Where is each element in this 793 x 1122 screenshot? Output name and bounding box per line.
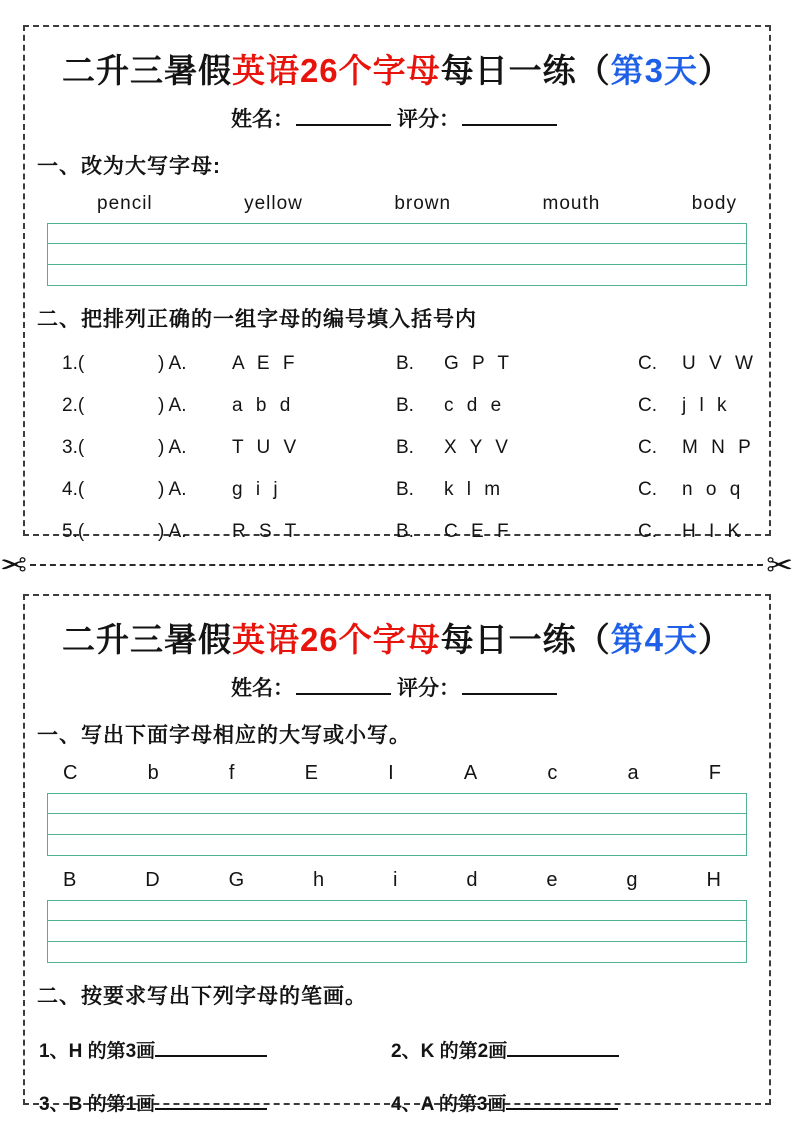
word-brown: brown xyxy=(394,193,452,214)
writing-line xyxy=(48,264,746,265)
name-blank xyxy=(296,105,391,126)
option-c-label: C. xyxy=(638,521,657,542)
letter: i xyxy=(393,869,398,891)
name-score-line xyxy=(25,672,769,702)
stroke-row-2 xyxy=(39,1089,769,1116)
option-c-letters: H I K xyxy=(682,521,745,542)
option-c-label: C. xyxy=(638,353,657,374)
cut-line xyxy=(0,548,793,582)
writing-line xyxy=(48,941,746,942)
title-part-black1: 二升三暑假 xyxy=(61,52,232,89)
letter: D xyxy=(145,869,160,891)
answer-blank xyxy=(155,1091,267,1110)
option-b-letters: k l m xyxy=(444,479,505,500)
score-label: 评分： xyxy=(397,677,460,700)
option-c-letters: n o q xyxy=(682,479,745,500)
worksheet-title-day4 xyxy=(25,614,769,661)
stroke-question xyxy=(39,1036,391,1063)
worksheet-day3 xyxy=(23,25,771,542)
worksheet-title-day3 xyxy=(25,45,769,92)
stroke-question-list xyxy=(25,1036,769,1116)
name-blank xyxy=(296,674,391,695)
option-c-letters: U V W xyxy=(682,353,757,374)
writing-line xyxy=(48,813,746,814)
score-blank xyxy=(462,674,557,695)
section2-heading: 二、按要求写出下列字母的笔画。 xyxy=(37,985,367,1008)
question-row-5 xyxy=(25,521,769,543)
title-paren-close: ） xyxy=(698,621,733,658)
letter: B xyxy=(63,869,77,891)
scissors-icon: ✂ xyxy=(0,547,27,583)
cut-dashed-line xyxy=(30,564,763,566)
question-number: 5.( xyxy=(62,521,85,542)
answer-blank xyxy=(506,1091,618,1110)
question-row-2 xyxy=(25,395,769,417)
paren-option-a: ) A. xyxy=(158,521,187,542)
stroke-question-label: 3、B 的第1画 xyxy=(39,1094,156,1115)
stroke-row-1 xyxy=(39,1036,769,1063)
section1-heading: 一、改为大写字母: xyxy=(37,155,221,178)
score-blank xyxy=(462,105,557,126)
letter: g xyxy=(626,869,638,891)
stroke-question-label: 1、H 的第3画 xyxy=(39,1041,156,1062)
stroke-question xyxy=(39,1089,391,1116)
letter: c xyxy=(547,762,558,784)
option-c-label: C. xyxy=(638,437,657,458)
writing-lines-box xyxy=(47,793,747,856)
stroke-question-label: 2、K 的第2画 xyxy=(391,1041,508,1062)
question-list xyxy=(25,353,769,543)
option-a-letters: A E F xyxy=(232,353,299,374)
question-row-4 xyxy=(25,479,769,501)
stroke-question xyxy=(391,1036,769,1063)
stroke-question-label: 4、A 的第3画 xyxy=(391,1094,507,1115)
word-pencil: pencil xyxy=(97,193,153,214)
option-b-label: B. xyxy=(396,437,414,458)
title-paren-open: （ xyxy=(576,621,611,658)
option-a-letters: a b d xyxy=(232,395,295,416)
option-a-letters: R S T xyxy=(232,521,301,542)
option-c-letters: M N P xyxy=(682,437,755,458)
question-number: 1.( xyxy=(62,353,85,374)
name-label: 姓名： xyxy=(231,108,294,131)
option-c-label: C. xyxy=(638,395,657,416)
title-paren-close: ） xyxy=(698,52,733,89)
writing-lines-box xyxy=(47,900,747,963)
title-paren-open: （ xyxy=(576,52,611,89)
word-body: body xyxy=(691,193,737,214)
question-row-1 xyxy=(25,353,769,375)
paren-option-a: ) A. xyxy=(158,437,187,458)
option-b-label: B. xyxy=(396,395,414,416)
option-b-label: B. xyxy=(396,353,414,374)
writing-line xyxy=(48,243,746,244)
option-b-letters: C E F xyxy=(444,521,513,542)
letter: b xyxy=(147,762,159,784)
stroke-question xyxy=(391,1089,769,1116)
name-score-line xyxy=(25,103,769,133)
title-part-red: 英语26个字母 xyxy=(231,621,441,658)
letter: e xyxy=(546,869,558,891)
answer-blank xyxy=(507,1038,619,1057)
word-yellow: yellow xyxy=(244,193,303,214)
question-number: 4.( xyxy=(62,479,85,500)
section1-heading: 一、写出下面字母相应的大写或小写。 xyxy=(37,724,411,747)
option-b-letters: X Y V xyxy=(444,437,512,458)
worksheet-day4 xyxy=(23,594,771,1115)
score-label: 评分： xyxy=(397,108,460,131)
letter: E xyxy=(304,762,318,784)
option-b-label: B. xyxy=(396,521,414,542)
letter: I xyxy=(388,762,394,784)
word-mouth: mouth xyxy=(542,193,601,214)
letter: h xyxy=(313,869,325,891)
name-label: 姓名： xyxy=(231,677,294,700)
letter: C xyxy=(63,762,78,784)
letter: F xyxy=(708,762,721,784)
scissors-icon: ✂ xyxy=(766,547,793,583)
letter: A xyxy=(463,762,478,784)
letter: H xyxy=(706,869,721,891)
option-a-letters: T U V xyxy=(232,437,301,458)
option-c-letters: j l k xyxy=(682,395,731,416)
letter: a xyxy=(627,762,639,784)
question-number: 2.( xyxy=(62,395,85,416)
letters-row-1 xyxy=(25,762,769,785)
title-part-black2: 每日一练 xyxy=(440,621,577,658)
question-row-3 xyxy=(25,437,769,459)
letter: G xyxy=(228,869,245,891)
letter: f xyxy=(228,762,235,784)
option-b-letters: G P T xyxy=(444,353,513,374)
writing-lines-box xyxy=(47,223,747,286)
letters-row-2 xyxy=(25,869,769,892)
paren-option-a: ) A. xyxy=(158,479,187,500)
answer-blank xyxy=(155,1038,267,1057)
title-part-black1: 二升三暑假 xyxy=(61,621,232,658)
title-day-badge: 第4天 xyxy=(610,621,699,658)
paren-option-a: ) A. xyxy=(158,353,187,374)
paren-option-a: ) A. xyxy=(158,395,187,416)
question-number: 3.( xyxy=(62,437,85,458)
option-b-label: B. xyxy=(396,479,414,500)
title-day-badge: 第3天 xyxy=(610,52,699,89)
words-row xyxy=(25,193,769,215)
writing-line xyxy=(48,920,746,921)
option-c-label: C. xyxy=(638,479,657,500)
letter: d xyxy=(466,869,478,891)
writing-line xyxy=(48,834,746,835)
section2-heading: 二、把排列正确的一组字母的编号填入括号内 xyxy=(37,308,477,331)
title-part-black2: 每日一练 xyxy=(440,52,577,89)
option-a-letters: g i j xyxy=(232,479,282,500)
option-b-letters: c d e xyxy=(444,395,506,416)
title-part-red: 英语26个字母 xyxy=(231,52,441,89)
